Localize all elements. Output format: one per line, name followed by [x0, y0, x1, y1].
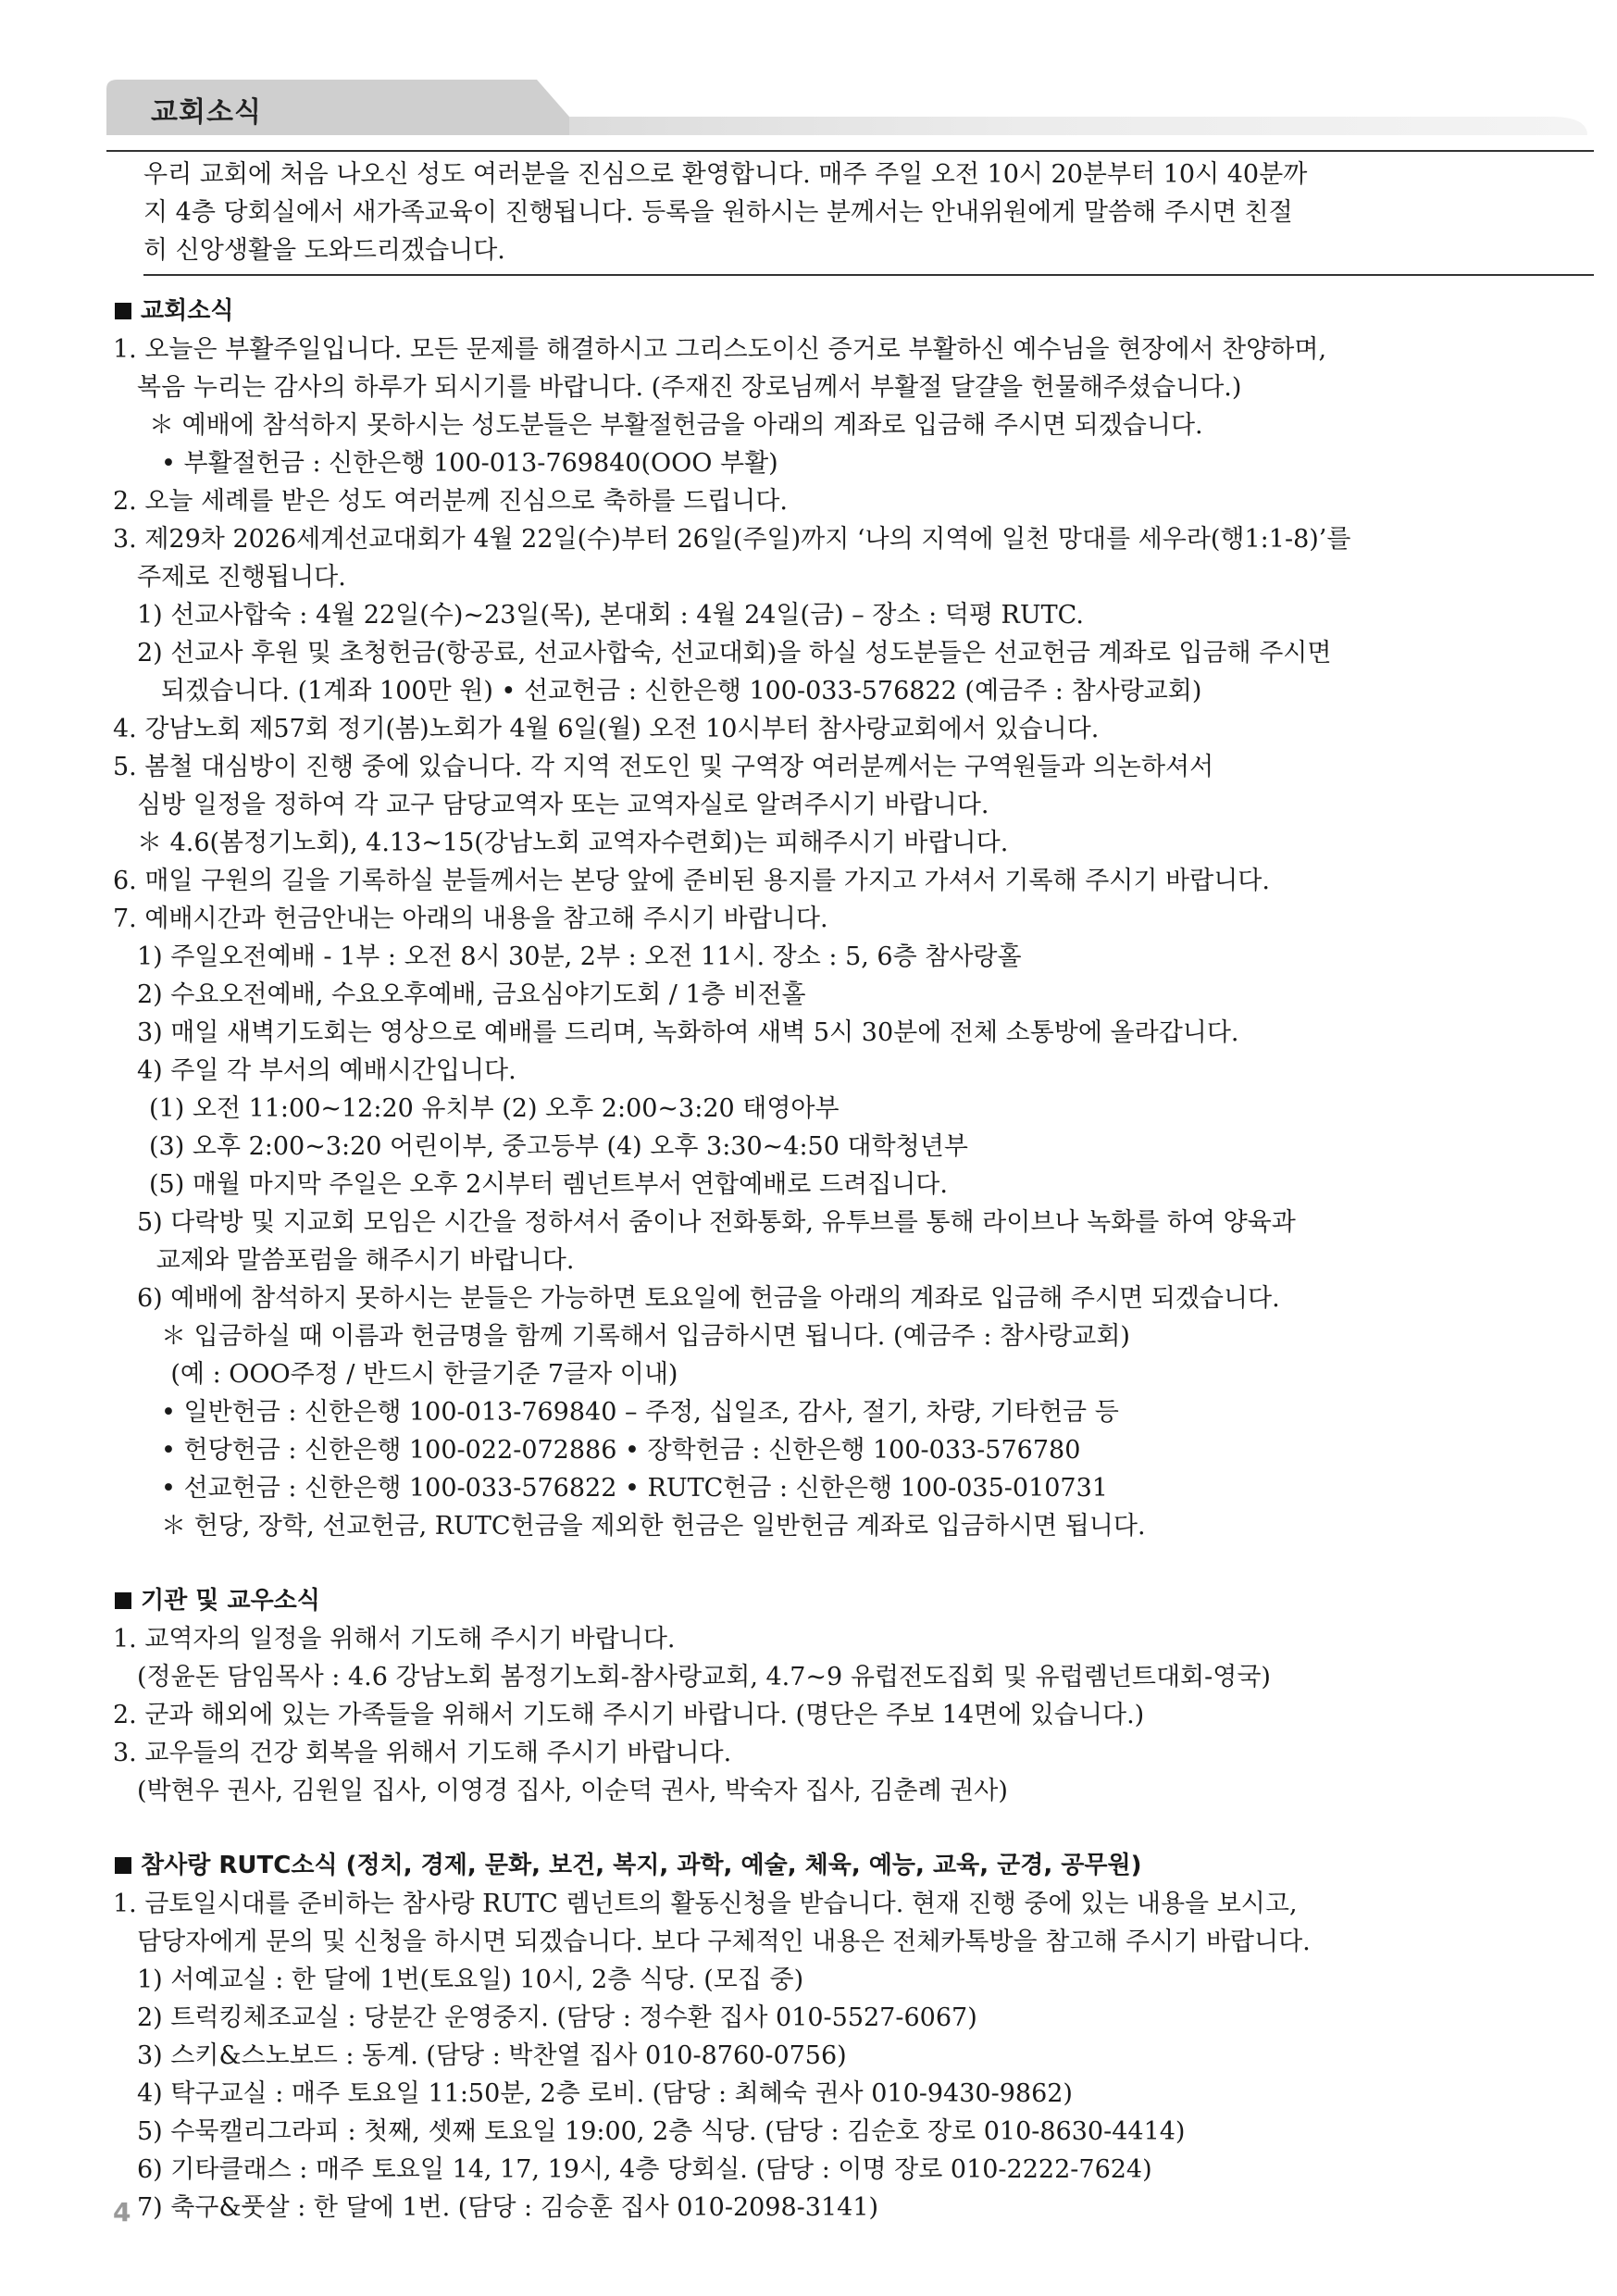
news-line: 되겠습니다. (1계좌 100만 원) • 선교헌금 : 신한은행 100-033-576822 (예금주 : 참사랑교회) [161, 677, 1202, 705]
section-heading-text: 참사랑 RUTC소식 (정치, 경제, 문화, 보건, 복지, 과학, 예술, 체육, 예능, 교육, 군경, 공무원) [141, 1852, 1142, 1879]
news-line: ＊ 헌당, 장학, 선교헌금, RUTC헌금을 제외한 헌금은 일반헌금 계좌로 입금하시면 됩니다. [161, 1512, 1146, 1541]
news-line: 4) 탁구교실 : 매주 토요일 11:50분, 2층 로비. (담당 : 최혜숙 권사 010-9430-9862) [137, 2079, 1073, 2108]
section-heading [113, 293, 1520, 331]
section-header-bar [106, 80, 1587, 135]
intro-line: 히 신앙생활을 도와드리겠습니다. [143, 236, 505, 265]
news-line: ＊ 예배에 참석하지 못하시는 성도분들은 부활절헌금을 아래의 계좌로 입금해 주시면 되겠습니다. [149, 411, 1203, 440]
news-line: 2. 군과 해외에 있는 가족들을 위해서 기도해 주시기 바랍니다. (명단은 주보 14면에 있습니다.) [113, 1701, 1145, 1729]
news-line: 1) 서예교실 : 한 달에 1번(토요일) 10시, 2층 식당. (모집 중) [137, 1965, 804, 1994]
news-line: 1) 선교사합숙 : 4월 22일(수)~23일(목), 본대회 : 4월 24일(금) – 장소 : 덕평 RUTC. [137, 601, 1084, 630]
intro-paragraph [143, 156, 1486, 269]
news-line: 5) 수묵캘리그라피 : 첫째, 셋째 토요일 19:00, 2층 식당. (담당 : 김순호 장로 010-8630-4414) [137, 2117, 1186, 2146]
news-line: 3. 제29차 2026세계선교대회가 4월 22일(수)부터 26일(주일)까지 ‘나의 지역에 일천 망대를 세우라(행1:1-8)’를 [113, 525, 1351, 554]
news-content [113, 293, 1520, 2227]
square-bullet-icon [115, 303, 131, 319]
news-line: (정윤돈 담임목사 : 4.6 강남노회 봄정기노회-참사랑교회, 4.7~9 유럽전도집회 및 유럽렘넌트대회-영국) [137, 1663, 1271, 1691]
section-gap [113, 1545, 1520, 1582]
news-line: 주제로 진행됩니다. [137, 563, 346, 592]
news-line: • 일반헌금 : 신한은행 100-013-769840 – 주정, 십일조, 감사, 절기, 차량, 기타헌금 등 [161, 1398, 1119, 1427]
section-heading [113, 1847, 1520, 1885]
header-title: 교회소식 [151, 96, 262, 129]
news-line: 3) 스키&스노보드 : 동계. (담당 : 박찬열 집사 010-8760-0756) [137, 2041, 847, 2070]
news-line: • 선교헌금 : 신한은행 100-033-576822 • RUTC헌금 : 신한은행 100-035-010731 [161, 1474, 1108, 1503]
intro-line: 지 4층 당회실에서 새가족교육이 진행됩니다. 등록을 원하시는 분께서는 안내위원에게 말씀해 주시면 친절 [143, 198, 1293, 227]
section-heading [113, 1582, 1520, 1620]
news-line: 7) 축구&풋살 : 한 달에 1번. (담당 : 김승훈 집사 010-2098-3141) [137, 2193, 879, 2222]
section-gap [113, 1810, 1520, 1847]
news-line: (1) 오전 11:00~12:20 유치부 (2) 오후 2:00~3:20 태영아부 [149, 1094, 840, 1123]
news-line: 3. 교우들의 건강 회복을 위해서 기도해 주시기 바랍니다. [113, 1739, 732, 1767]
news-line: (박현우 권사, 김원일 집사, 이영경 집사, 이순덕 권사, 박숙자 집사, 김춘례 권사) [137, 1777, 1008, 1805]
news-line: 5. 봄철 대심방이 진행 중에 있습니다. 각 지역 전도인 및 구역장 여러분께서는 구역원들과 의논하셔서 [113, 753, 1214, 781]
news-line: (3) 오후 2:00~3:20 어린이부, 중고등부 (4) 오후 3:30~4:50 대학청년부 [149, 1132, 968, 1161]
intro-divider [143, 274, 1594, 276]
news-line: 3) 매일 새벽기도회는 영상으로 예배를 드리며, 녹화하여 새벽 5시 30분에 전체 소통방에 올라갑니다. [137, 1018, 1239, 1047]
news-line: 2) 수요오전예배, 수요오후예배, 금요심야기도회 / 1층 비전홀 [137, 980, 806, 1009]
intro-line: 우리 교회에 처음 나오신 성도 여러분을 진심으로 환영합니다. 매주 주일 오전 10시 20분부터 10시 40분까 [143, 160, 1308, 189]
news-line: 2) 선교사 후원 및 초청헌금(항공료, 선교사합숙, 선교대회)을 하실 성도분들은 선교헌금 계좌로 입금해 주시면 [137, 639, 1332, 668]
news-line: 4. 강남노회 제57회 정기(봄)노회가 4월 6일(월) 오전 10시부터 참사랑교회에서 있습니다. [113, 715, 1100, 743]
news-line: 담당자에게 문의 및 신청을 하시면 되겠습니다. 보다 구체적인 내용은 전체카톡방을 참고해 주시기 바랍니다. [137, 1928, 1311, 1956]
news-line: (5) 매월 마지막 주일은 오후 2시부터 렘넌트부서 연합예배로 드려집니다. [149, 1170, 948, 1199]
header-tab-shape [106, 80, 1587, 135]
news-line: 6. 매일 구원의 길을 기록하실 분들께서는 본당 앞에 준비된 용지를 가지고 가셔서 기록해 주시기 바랍니다. [113, 867, 1270, 895]
news-line: 심방 일정을 정하여 각 교구 담당교역자 또는 교역자실로 알려주시기 바랍니다. [137, 791, 989, 819]
section-heading-text: 기관 및 교우소식 [141, 1587, 320, 1615]
news-line: 4) 주일 각 부서의 예배시간입니다. [137, 1056, 516, 1085]
news-line: 2) 트럭킹체조교실 : 당분간 운영중지. (담당 : 정수환 집사 010-5527-6067) [137, 2003, 977, 2032]
news-line: 1) 주일오전예배 - 1부 : 오전 8시 30분, 2부 : 오전 11시. 장소 : 5, 6층 참사랑홀 [137, 942, 1022, 971]
page-number: 4 [113, 2197, 131, 2227]
news-line: 2. 오늘 세례를 받은 성도 여러분께 진심으로 축하를 드립니다. [113, 487, 788, 516]
news-line: 6) 예배에 참석하지 못하시는 분들은 가능하면 토요일에 헌금을 아래의 계좌로 입금해 주시면 되겠습니다. [137, 1284, 1280, 1313]
news-line: ＊ 4.6(봄정기노회), 4.13~15(강남노회 교역자수련회)는 피해주시기 바랍니다. [137, 829, 1009, 857]
news-line: (예 : OOO주정 / 반드시 한글기준 7글자 이내) [170, 1360, 678, 1389]
news-line: 교제와 말씀포럼을 해주시기 바랍니다. [155, 1246, 575, 1275]
news-line: 복음 누리는 감사의 하루가 되시기를 바랍니다. (주재진 장로님께서 부활절 달걀을 헌물해주셨습니다.) [137, 373, 1242, 402]
header-divider [106, 150, 1594, 152]
news-line: 6) 기타클래스 : 매주 토요일 14, 17, 19시, 4층 당회실. (담당 : 이명 장로 010-2222-7624) [137, 2155, 1152, 2184]
news-line: 1. 오늘은 부활주일입니다. 모든 문제를 해결하시고 그리스도이신 증거로 부활하신 예수님을 현장에서 찬양하며, [113, 335, 1327, 364]
news-line: • 부활절헌금 : 신한은행 100-013-769840(OOO 부활) [161, 449, 778, 478]
news-line: 1. 금토일시대를 준비하는 참사랑 RUTC 렘넌트의 활동신청을 받습니다. 현재 진행 중에 있는 내용을 보시고, [113, 1890, 1298, 1918]
news-line: 5) 다락방 및 지교회 모임은 시간을 정하셔서 줌이나 전화통화, 유투브를 통해 라이브나 녹화를 하여 양육과 [137, 1208, 1296, 1237]
news-line: 7. 예배시간과 헌금안내는 아래의 내용을 참고해 주시기 바랍니다. [113, 905, 828, 933]
section-heading-text: 교회소식 [141, 297, 234, 325]
square-bullet-icon [115, 1592, 131, 1609]
square-bullet-icon [115, 1857, 131, 1874]
news-line: ＊ 입금하실 때 이름과 헌금명을 함께 기록해서 입금하시면 됩니다. (예금주 : 참사랑교회) [161, 1322, 1130, 1351]
news-line: • 헌당헌금 : 신한은행 100-022-072886 • 장학헌금 : 신한은행 100-033-576780 [161, 1436, 1081, 1465]
news-line: 1. 교역자의 일정을 위해서 기도해 주시기 바랍니다. [113, 1625, 676, 1653]
